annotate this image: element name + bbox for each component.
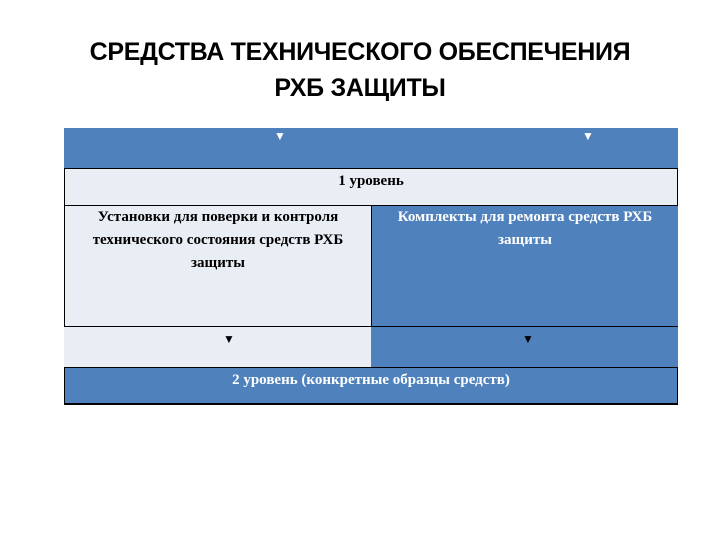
level-2-box bbox=[64, 367, 678, 405]
middle-arrow-left bbox=[64, 327, 371, 367]
arrow-down-icon: ▼ bbox=[223, 332, 235, 346]
level-2-label: 2 уровень (конкретные образцы средств) bbox=[232, 372, 510, 388]
arrow-down-icon: ▼ bbox=[522, 332, 534, 346]
right-category-text: Комплекты для ремонта средств РХБ защиты bbox=[397, 209, 653, 248]
arrow-down-icon: ▼ bbox=[582, 129, 594, 143]
left-category-box bbox=[64, 206, 371, 327]
level-1-label: 1 уровень bbox=[338, 173, 404, 189]
right-category-box bbox=[371, 206, 678, 327]
left-category-text: Установки для поверки и контроля технического состояния средств РХБ защиты bbox=[92, 209, 344, 271]
title-line-2: РХБ ЗАЩИТЫ bbox=[274, 74, 446, 102]
arrow-down-icon: ▼ bbox=[274, 129, 286, 143]
top-arrow-strip bbox=[64, 128, 678, 168]
level-1-box bbox=[64, 168, 678, 206]
middle-arrow-right bbox=[371, 327, 678, 367]
title-line-1: СРЕДСТВА ТЕХНИЧЕСКОГО ОБЕСПЕЧЕНИЯ bbox=[89, 38, 631, 66]
slide-title bbox=[0, 34, 720, 106]
